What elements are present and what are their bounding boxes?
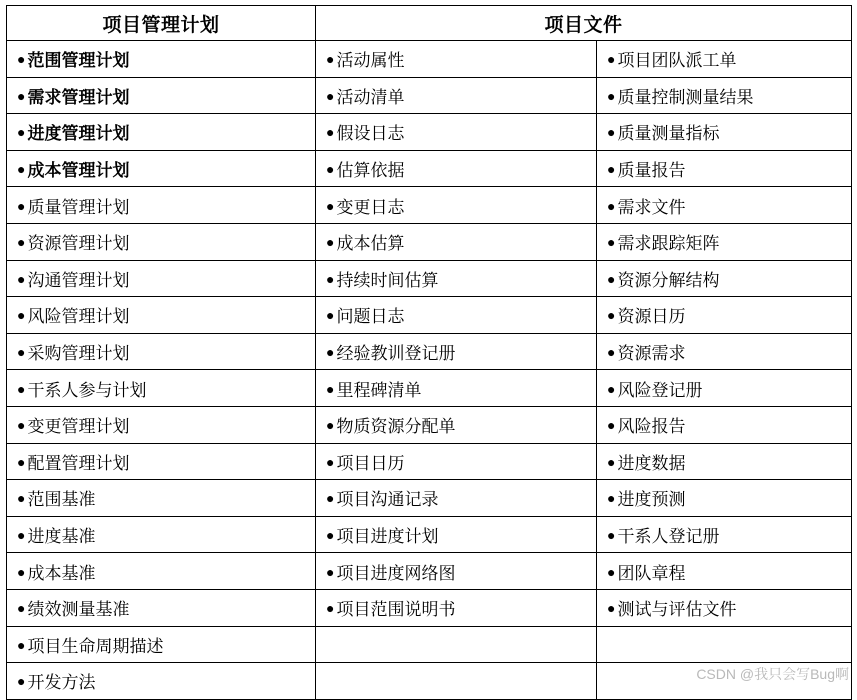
table-cell-label: 需求跟踪矩阵	[617, 234, 720, 254]
table-cell-plan	[7, 516, 316, 553]
table-cell-plan	[7, 589, 316, 626]
table-row	[7, 370, 852, 407]
bullet-icon: ●	[326, 124, 335, 141]
table-cell-plan	[7, 223, 316, 260]
table-cell-label: 持续时间估算	[336, 270, 439, 290]
table-cell-label: 风险登记册	[617, 380, 703, 400]
table-cell-label: 范围管理计划	[27, 51, 130, 71]
bullet-icon: ●	[607, 453, 616, 470]
table-cell-label: 资源分解结构	[617, 270, 720, 290]
table-cell-label: 进度预测	[617, 490, 686, 510]
table-cell-label: 项目生命周期描述	[27, 636, 164, 656]
table-cell-document-b	[597, 223, 852, 260]
bullet-icon: ●	[326, 453, 335, 470]
table-cell-document-a	[316, 333, 597, 370]
table-cell-plan	[7, 553, 316, 590]
bullet-icon: ●	[326, 197, 335, 214]
table-row	[7, 443, 852, 480]
table-cell-label: 变更日志	[336, 197, 405, 217]
table-cell-plan	[7, 187, 316, 224]
table-cell-document-a	[316, 297, 597, 334]
table-cell-label: 活动清单	[336, 87, 405, 107]
bullet-icon: ●	[17, 307, 26, 324]
header-cell-project-management-plan: 项目管理计划	[7, 6, 316, 41]
bullet-icon: ●	[326, 307, 335, 324]
table-header	[7, 6, 852, 41]
bullet-icon: ●	[17, 270, 26, 287]
table-cell-plan	[7, 333, 316, 370]
table-row	[7, 41, 852, 78]
bullet-icon: ●	[17, 344, 26, 361]
table-cell-plan	[7, 297, 316, 334]
table-cell-label: 风险报告	[617, 417, 686, 437]
table-cell-document-a	[316, 553, 597, 590]
watermark-text: CSDN @我只会写Bug啊	[696, 666, 849, 682]
table-cell-label: 变更管理计划	[27, 417, 130, 437]
table-row	[7, 553, 852, 590]
table-cell-plan	[7, 77, 316, 114]
table-cell-label: 质量报告	[617, 161, 686, 181]
table-row	[7, 297, 852, 334]
table-cell-label: 项目范围说明书	[336, 600, 456, 620]
table-cell-label: 活动属性	[336, 51, 405, 71]
table-cell-label: 绩效测量基准	[27, 600, 130, 620]
table-cell-label: 里程碑清单	[336, 380, 422, 400]
bullet-icon: ●	[326, 527, 335, 544]
bullet-icon: ●	[17, 380, 26, 397]
table-cell-document-b	[597, 187, 852, 224]
bullet-icon: ●	[607, 527, 616, 544]
bullet-icon: ●	[326, 380, 335, 397]
bullet-icon: ●	[17, 527, 26, 544]
bullet-icon: ●	[607, 417, 616, 434]
bullet-icon: ●	[17, 417, 26, 434]
table-row	[7, 516, 852, 553]
table-cell-document-b	[597, 260, 852, 297]
table-cell-label: 资源需求	[617, 344, 686, 364]
header-cell-project-documents: 项目文件	[316, 6, 852, 41]
bullet-icon: ●	[17, 87, 26, 104]
table-cell-document-a	[316, 516, 597, 553]
table-cell-label: 团队章程	[617, 563, 686, 583]
table-cell-label: 质量控制测量结果	[617, 87, 754, 107]
table-cell-document-b	[597, 443, 852, 480]
table-cell-document-a	[316, 589, 597, 626]
table-row	[7, 77, 852, 114]
table-cell-label: 成本管理计划	[27, 161, 130, 181]
table-cell-plan	[7, 406, 316, 443]
table-cell-document-a	[316, 77, 597, 114]
table-cell-label: 测试与评估文件	[617, 600, 737, 620]
table-cell-label: 配置管理计划	[27, 453, 130, 473]
table-cell-plan	[7, 41, 316, 78]
bullet-icon: ●	[17, 234, 26, 251]
table-cell-document-a	[316, 480, 597, 517]
table-cell-label: 成本基准	[27, 563, 96, 583]
table-cell-label: 采购管理计划	[27, 344, 130, 364]
table-row	[7, 406, 852, 443]
table-row	[7, 114, 852, 151]
table-cell-plan	[7, 260, 316, 297]
table-cell-document-b	[597, 41, 852, 78]
table-cell-document-b	[597, 333, 852, 370]
table-cell-label: 估算依据	[336, 161, 405, 181]
table-cell-plan	[7, 370, 316, 407]
bullet-icon: ●	[607, 124, 616, 141]
bullet-icon: ●	[326, 270, 335, 287]
table-cell-empty	[316, 626, 597, 663]
table-cell-document-b	[597, 114, 852, 151]
bullet-icon: ●	[607, 307, 616, 324]
bullet-icon: ●	[17, 161, 26, 178]
table-cell-label: 范围基准	[27, 490, 96, 510]
bullet-icon: ●	[326, 161, 335, 178]
table-cell-label: 资源日历	[617, 307, 686, 327]
table-cell-label: 需求管理计划	[27, 87, 130, 107]
table-cell-label: 进度数据	[617, 453, 686, 473]
bullet-icon: ●	[326, 490, 335, 507]
table-cell-label: 假设日志	[336, 124, 405, 144]
bullet-icon: ●	[326, 563, 335, 580]
table-cell-document-a	[316, 187, 597, 224]
table-cell-document-b	[597, 297, 852, 334]
table-cell-label: 项目团队派工单	[617, 51, 737, 71]
table-cell-label: 进度基准	[27, 527, 96, 547]
bullet-icon: ●	[607, 563, 616, 580]
bullet-icon: ●	[607, 197, 616, 214]
table-cell-document-a	[316, 406, 597, 443]
table-row	[7, 150, 852, 187]
bullet-icon: ●	[607, 490, 616, 507]
bullet-icon: ●	[607, 270, 616, 287]
table-cell-document-a	[316, 114, 597, 151]
bullet-icon: ●	[607, 600, 616, 617]
bullet-icon: ●	[17, 453, 26, 470]
table-cell-document-b	[597, 406, 852, 443]
table-cell-empty	[597, 626, 852, 663]
table-cell-document-b	[597, 589, 852, 626]
bullet-icon: ●	[17, 673, 26, 690]
table-cell-document-b	[597, 77, 852, 114]
table-row	[7, 589, 852, 626]
table-cell-label: 干系人登记册	[617, 527, 720, 547]
bullet-icon: ●	[17, 51, 26, 68]
table-cell-plan	[7, 114, 316, 151]
table-cell-label: 进度管理计划	[27, 124, 130, 144]
table-cell-plan	[7, 663, 316, 700]
table-cell-label: 质量测量指标	[617, 124, 720, 144]
bullet-icon: ●	[326, 344, 335, 361]
table-row	[7, 333, 852, 370]
table-cell-plan	[7, 626, 316, 663]
bullet-icon: ●	[17, 636, 26, 653]
bullet-icon: ●	[607, 344, 616, 361]
table-cell-label: 质量管理计划	[27, 197, 130, 217]
table-row	[7, 626, 852, 663]
bullet-icon: ●	[326, 417, 335, 434]
table-cell-document-b	[597, 370, 852, 407]
table-cell-plan	[7, 480, 316, 517]
table-cell-label: 风险管理计划	[27, 307, 130, 327]
table-body	[7, 41, 852, 700]
table-cell-document-b	[597, 480, 852, 517]
table-header-row	[7, 6, 852, 41]
bullet-icon: ●	[326, 87, 335, 104]
table-cell-label: 经验教训登记册	[336, 344, 456, 364]
table-cell-document-a	[316, 443, 597, 480]
table-row	[7, 187, 852, 224]
table-cell-plan	[7, 150, 316, 187]
bullet-icon: ●	[326, 600, 335, 617]
bullet-icon: ●	[607, 380, 616, 397]
bullet-icon: ●	[607, 161, 616, 178]
table-cell-document-a	[316, 223, 597, 260]
table-cell-document-b	[597, 553, 852, 590]
table-cell-document-b	[597, 516, 852, 553]
table-cell-label: 资源管理计划	[27, 234, 130, 254]
table-cell-plan	[7, 443, 316, 480]
bullet-icon: ●	[607, 51, 616, 68]
table-cell-document-a	[316, 150, 597, 187]
bullet-icon: ●	[17, 563, 26, 580]
table-cell-label: 干系人参与计划	[27, 380, 147, 400]
table-cell-label: 成本估算	[336, 234, 405, 254]
table-cell-document-a	[316, 260, 597, 297]
bullet-icon: ●	[17, 124, 26, 141]
table-cell-label: 需求文件	[617, 197, 686, 217]
table-cell-label: 项目进度网络图	[336, 563, 456, 583]
bullet-icon: ●	[326, 234, 335, 251]
table-cell-document-b	[597, 150, 852, 187]
table-cell-document-a	[316, 41, 597, 78]
table-cell-document-a	[316, 370, 597, 407]
table-cell-label: 问题日志	[336, 307, 405, 327]
bullet-icon: ●	[607, 87, 616, 104]
table-row	[7, 480, 852, 517]
bullet-icon: ●	[17, 600, 26, 617]
table-cell-label: 项目进度计划	[336, 527, 439, 547]
table-row	[7, 223, 852, 260]
bullet-icon: ●	[17, 197, 26, 214]
table-row	[7, 260, 852, 297]
project-artifacts-table	[6, 5, 852, 700]
table-cell-label: 开发方法	[27, 673, 96, 693]
bullet-icon: ●	[607, 234, 616, 251]
document-page	[0, 5, 857, 693]
table-cell-label: 沟通管理计划	[27, 270, 130, 290]
table-cell-empty	[316, 663, 597, 700]
table-cell-label: 物质资源分配单	[336, 417, 456, 437]
bullet-icon: ●	[326, 51, 335, 68]
bullet-icon: ●	[17, 490, 26, 507]
table-cell-label: 项目日历	[336, 453, 405, 473]
table-cell-label: 项目沟通记录	[336, 490, 439, 510]
